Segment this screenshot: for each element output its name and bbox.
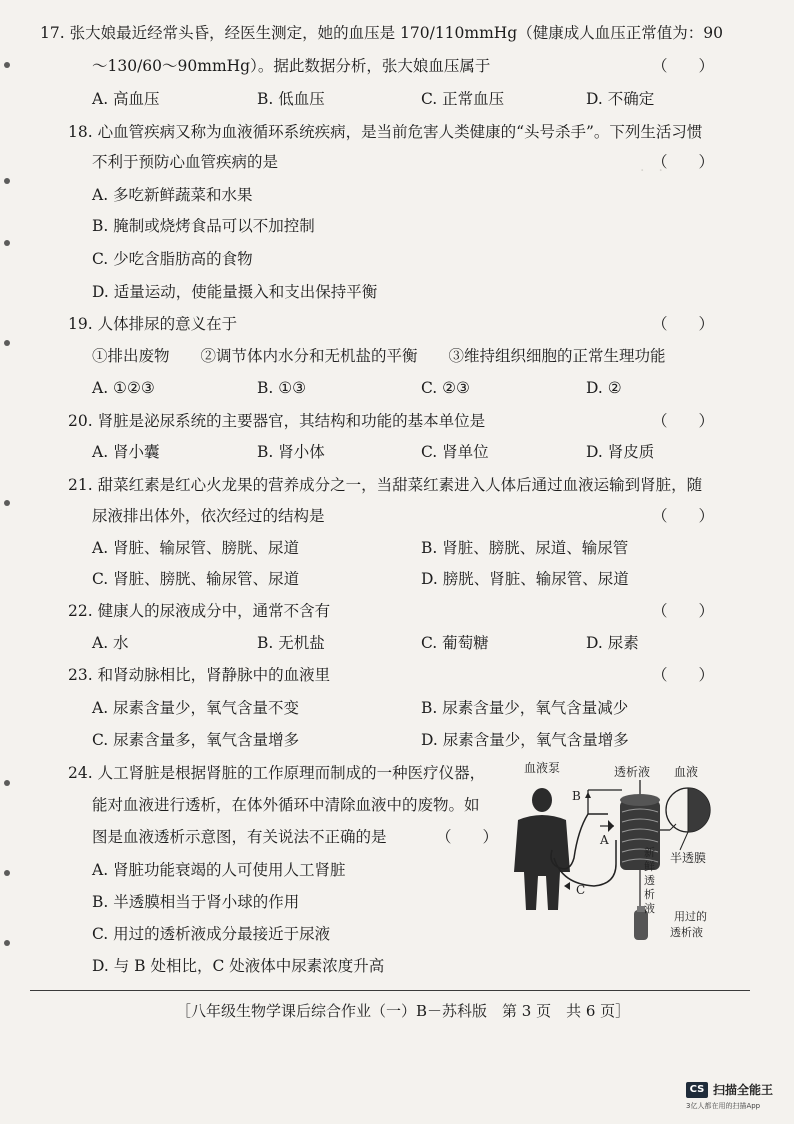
option-c[interactable]: C. 少吃含脂肪高的食物 <box>92 250 253 268</box>
answer-bracket[interactable]: （ ） <box>652 602 715 620</box>
answer-bracket[interactable]: （ ） <box>652 57 715 75</box>
question-19-items: ①排出废物 ②调节体内水分和无机盐的平衡 ③维持组织细胞的正常生理功能 <box>92 347 666 365</box>
option-a[interactable]: A. 肾小囊 <box>92 443 160 461</box>
scanner-tagline: 3亿人都在用的扫描App <box>686 1102 761 1110</box>
answer-bracket[interactable]: （ ） <box>652 315 715 333</box>
option-d[interactable]: D. ② <box>586 379 622 397</box>
question-18-stem-cont: 不利于预防心血管疾病的是 <box>92 153 279 171</box>
label-used-2: 透析液 <box>670 926 703 939</box>
option-a[interactable]: A. 水 <box>92 634 129 652</box>
answer-bracket[interactable]: （ ） <box>652 412 715 430</box>
question-20-stem: 20. 肾脏是泌尿系统的主要器官，其结构和功能的基本单位是 <box>68 412 486 430</box>
option-a[interactable]: A. 高血压 <box>92 90 160 108</box>
label-fresh-2: 鲜 <box>644 860 655 873</box>
option-a[interactable]: A. ①②③ <box>92 379 155 397</box>
option-d[interactable]: D. 尿素含量少，氧气含量增多 <box>421 731 629 749</box>
option-b[interactable]: B. 低血压 <box>257 90 325 108</box>
label-fresh-4: 析 <box>644 888 655 901</box>
option-d[interactable]: D. 膀胱、肾脏、输尿管、尿道 <box>421 570 629 588</box>
option-b[interactable]: B. 尿素含量少，氧气含量减少 <box>421 699 629 717</box>
footer-rule <box>30 990 750 991</box>
dialysis-diagram <box>504 760 724 950</box>
label-used-1: 用过的 <box>674 910 707 923</box>
question-21-stem-cont: 尿液排出体外，依次经过的结构是 <box>92 507 325 525</box>
label-fresh-5: 液 <box>644 902 655 915</box>
answer-bracket[interactable]: （ ） <box>652 666 715 684</box>
question-18-stem: 18. 心血管疾病又称为血液循环系统疾病，是当前危害人类健康的“头号杀手”。下列生活习惯 <box>68 123 703 141</box>
binding-hole-mark <box>4 240 10 246</box>
question-19-stem: 19. 人体排尿的意义在于 <box>68 315 238 333</box>
option-c[interactable]: C. 葡萄糖 <box>421 634 489 652</box>
label-pump: 血液泵 <box>524 761 561 775</box>
scanner-name: 扫描全能王 <box>713 1083 774 1097</box>
binding-hole-mark <box>4 780 10 786</box>
label-dialysate: 透析液 <box>614 765 651 779</box>
question-24-stem-cont: 图是血液透析示意图，有关说法不正确的是 <box>92 828 387 846</box>
scanner-logo-icon: CS <box>686 1082 708 1098</box>
question-21-stem: 21. 甜菜红素是红心火龙果的营养成分之一，当甜菜红素进入人体后通过血液运输到肾脏，随 <box>68 476 703 494</box>
question-24-stem-cont: 能对血液进行透析，在体外循环中清除血液中的废物。如 <box>92 796 480 814</box>
binding-hole-mark <box>4 870 10 876</box>
option-d[interactable]: D. 适量运动，使能量摄入和支出保持平衡 <box>92 283 378 301</box>
option-c[interactable]: C. 尿素含量多，氧气含量增多 <box>92 731 300 749</box>
option-b[interactable]: B. 无机盐 <box>257 634 325 652</box>
binding-hole-mark <box>4 940 10 946</box>
option-c[interactable]: C. 肾单位 <box>421 443 489 461</box>
answer-bracket[interactable]: （ ） <box>436 828 499 846</box>
bleed-through-text: · · <box>640 163 663 179</box>
question-22-stem: 22. 健康人的尿液成分中，通常不含有 <box>68 602 331 620</box>
option-a[interactable]: A. 肾脏、输尿管、膀胱、尿道 <box>92 539 300 557</box>
label-c: C <box>576 883 586 897</box>
binding-hole-mark <box>4 340 10 346</box>
question-23-stem: 23. 和肾动脉相比，肾静脉中的血液里 <box>68 666 331 684</box>
option-c[interactable]: C. 肾脏、膀胱、输尿管、尿道 <box>92 570 300 588</box>
binding-hole-mark <box>4 178 10 184</box>
answer-bracket[interactable]: （ ） <box>652 153 715 171</box>
option-a[interactable]: A. 多吃新鲜蔬菜和水果 <box>92 186 253 204</box>
option-a[interactable]: A. 尿素含量少，氧气含量不变 <box>92 699 300 717</box>
option-b[interactable]: B. 肾脏、膀胱、尿道、输尿管 <box>421 539 629 557</box>
option-c[interactable]: C. 用过的透析液成分最接近于尿液 <box>92 925 331 943</box>
option-b[interactable]: B. ①③ <box>257 379 307 397</box>
option-c[interactable]: C. 正常血压 <box>421 90 505 108</box>
option-d[interactable]: D. 不确定 <box>586 90 655 108</box>
question-17-stem: 17. 张大娘最近经常头昏，经医生测定，她的血压是 170/110mmHg（健康成人血压正常值为：90 <box>40 24 723 42</box>
option-b[interactable]: B. 肾小体 <box>257 443 325 461</box>
option-d[interactable]: D. 尿素 <box>586 634 639 652</box>
binding-hole-mark <box>4 500 10 506</box>
human-silhouette-icon <box>514 788 570 910</box>
label-fresh-3: 透 <box>644 874 655 887</box>
question-24-stem: 24. 人工肾脏是根据肾脏的工作原理而制成的一种医疗仪器， <box>68 764 486 782</box>
membrane-circle <box>666 788 710 850</box>
label-b: B <box>572 789 581 803</box>
label-membrane: 半透膜 <box>670 851 707 865</box>
option-b[interactable]: B. 半透膜相当于肾小球的作用 <box>92 893 300 911</box>
scanner-watermark <box>686 1081 773 1098</box>
answer-bracket[interactable]: （ ） <box>652 507 715 525</box>
question-17-stem-cont: ～130/60～90mmHg）。据此数据分析，张大娘血压属于 <box>92 57 491 75</box>
label-a: A <box>600 833 609 847</box>
label-fresh-1: 新 <box>644 846 655 859</box>
label-blood: 血液 <box>674 765 699 779</box>
binding-hole-mark <box>4 62 10 68</box>
page-footer: ［八年级生物学课后综合作业（一）B－苏科版 第 3 页 共 6 页］ <box>176 1002 631 1020</box>
option-b[interactable]: B. 腌制或烧烤食品可以不加控制 <box>92 217 315 235</box>
option-d[interactable]: D. 肾皮质 <box>586 443 655 461</box>
option-a[interactable]: A. 肾脏功能衰竭的人可使用人工肾脏 <box>92 861 346 879</box>
option-d[interactable]: D. 与 B 处相比，C 处液体中尿素浓度升高 <box>92 957 385 975</box>
option-c[interactable]: C. ②③ <box>421 379 470 397</box>
